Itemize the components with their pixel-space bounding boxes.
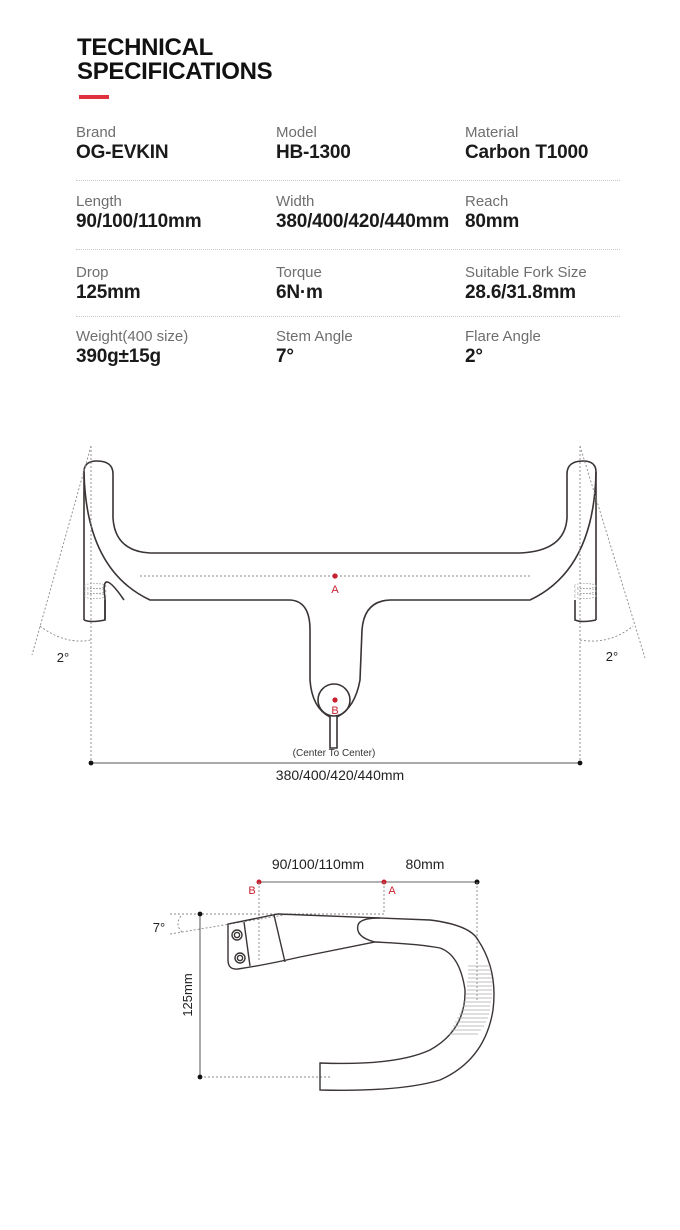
spec-value: 90/100/110mm bbox=[76, 211, 202, 232]
title-line-2: SPECIFICATIONS bbox=[77, 58, 273, 85]
spec-reach bbox=[465, 193, 519, 233]
spec-value: OG-EVKIN bbox=[76, 142, 169, 163]
page-title bbox=[77, 36, 272, 84]
spec-label: Brand bbox=[76, 124, 117, 141]
spec-material bbox=[465, 124, 588, 164]
side-view-diagram bbox=[0, 845, 680, 1105]
spec-label: Drop bbox=[76, 264, 109, 281]
point-b-label: B bbox=[331, 705, 339, 717]
spec-width bbox=[276, 193, 449, 233]
spec-flare-angle bbox=[465, 328, 541, 368]
title-line-1: TECHNICAL bbox=[77, 34, 213, 61]
spec-value: 380/400/420/440mm bbox=[276, 211, 450, 232]
spec-label: Material bbox=[465, 124, 519, 141]
spec-value: HB-1300 bbox=[276, 142, 351, 163]
spec-row bbox=[76, 317, 620, 377]
point-a-marker bbox=[331, 573, 339, 596]
spec-stem-angle bbox=[276, 328, 353, 368]
spec-value: 125mm bbox=[76, 282, 141, 303]
spec-length bbox=[76, 193, 201, 233]
spec-torque bbox=[276, 264, 323, 304]
spec-label: Width bbox=[276, 193, 315, 210]
spec-value: 390g±15g bbox=[76, 346, 161, 367]
spec-value: 28.6/31.8mm bbox=[465, 282, 576, 303]
spec-row bbox=[76, 250, 620, 317]
spec-value: 80mm bbox=[465, 211, 520, 232]
spec-label: Weight(400 size) bbox=[76, 328, 189, 345]
point-b-marker bbox=[331, 697, 338, 717]
spec-value: 6N·m bbox=[276, 282, 323, 303]
point-a-label: A bbox=[331, 584, 339, 596]
flare-angle-left-label: 2° bbox=[56, 650, 70, 665]
handlebar-side-outline bbox=[228, 914, 494, 1090]
side-guide-lines bbox=[170, 882, 477, 1077]
grip-hatching bbox=[449, 966, 492, 1034]
center-to-center-note: (Center To Center) bbox=[292, 748, 376, 759]
reach-dimension-label: 80mm bbox=[405, 856, 445, 872]
spec-weight bbox=[76, 328, 188, 368]
flare-angle-right-label: 2° bbox=[605, 649, 619, 664]
spec-value: 2° bbox=[465, 346, 483, 367]
side-point-a-label: A bbox=[388, 885, 396, 897]
spec-drop bbox=[76, 264, 141, 304]
stem-angle-label: 7° bbox=[152, 920, 166, 935]
spec-model bbox=[276, 124, 351, 164]
spec-label: Stem Angle bbox=[276, 328, 353, 345]
spec-label: Length bbox=[76, 193, 122, 210]
spec-label: Suitable Fork Size bbox=[465, 264, 587, 281]
spec-label: Torque bbox=[276, 264, 322, 281]
front-view-diagram bbox=[0, 440, 680, 800]
spec-row bbox=[76, 181, 620, 250]
spec-value: 7° bbox=[276, 346, 294, 367]
length-dimension-label: 90/100/110mm bbox=[271, 856, 365, 872]
title-accent-bar bbox=[79, 95, 109, 99]
guide-lines bbox=[32, 446, 645, 765]
drop-dimension-label: 125mm bbox=[180, 973, 195, 1017]
width-dimension-label: 380/400/420/440mm bbox=[275, 767, 405, 783]
spec-label: Model bbox=[276, 124, 317, 141]
spec-brand bbox=[76, 124, 168, 164]
clamp-lines bbox=[84, 584, 596, 599]
spec-row bbox=[76, 115, 620, 181]
spec-value: Carbon T1000 bbox=[465, 142, 589, 163]
spec-label: Flare Angle bbox=[465, 328, 541, 345]
handlebar-front-outline bbox=[84, 461, 596, 748]
spec-fork-size bbox=[465, 264, 587, 304]
spec-table bbox=[76, 115, 620, 377]
side-point-b-label: B bbox=[248, 885, 256, 897]
spec-label: Reach bbox=[465, 193, 509, 210]
